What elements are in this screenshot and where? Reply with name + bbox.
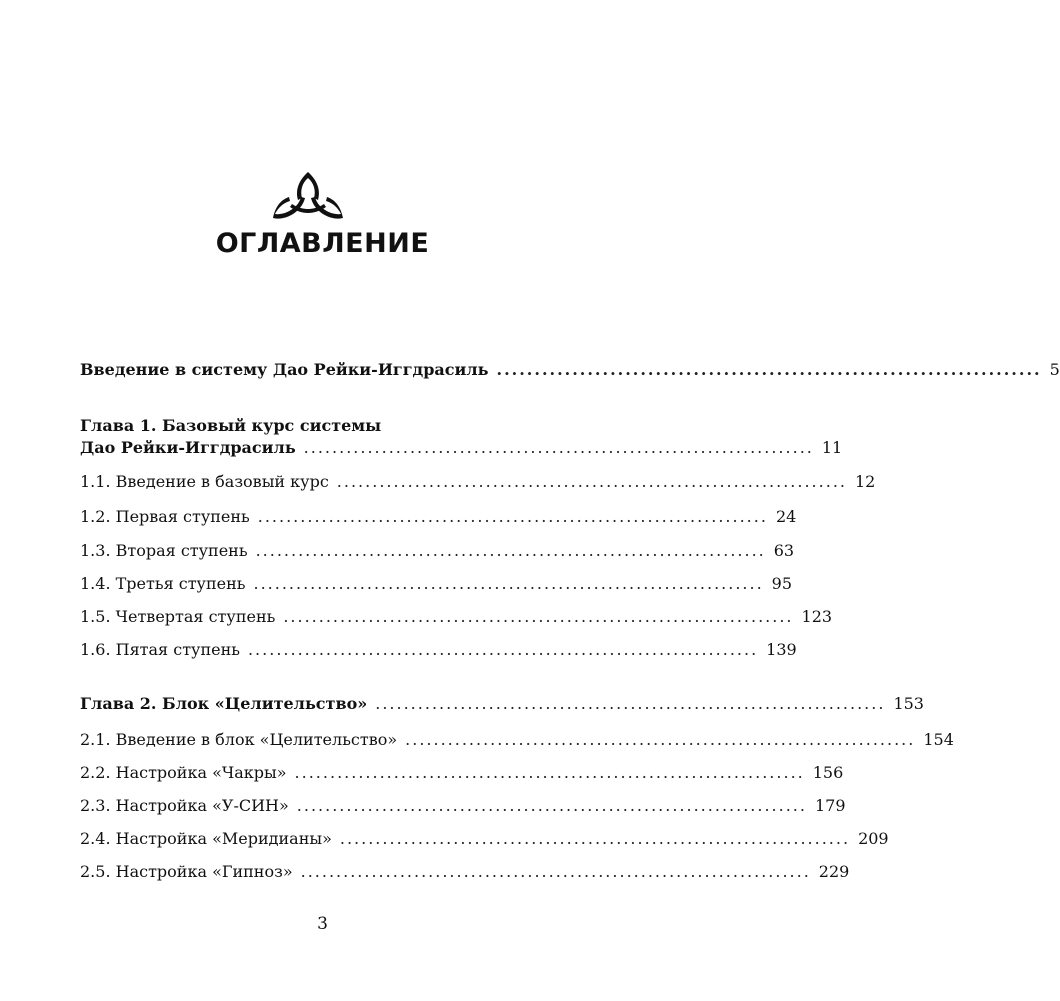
- toc-entry-page: 153: [893, 694, 924, 713]
- toc-entry-1-4[interactable]: [80, 574, 793, 594]
- toc-entry-label: 2.3. Настройка «У-СИН»: [80, 796, 289, 815]
- toc-entry-label: Введение в систему Дао Рейки-Иггдрасиль: [80, 360, 489, 379]
- toc-entry-page: 209: [858, 829, 889, 848]
- toc-entry-label: 1.4. Третья ступень: [80, 574, 246, 593]
- toc-entry-page: 24: [775, 507, 797, 526]
- toc-entry-label: 1.5. Четвертая ступень: [80, 607, 276, 626]
- leader-dots: ........................................................................: [303, 438, 814, 457]
- toc-entry-label: 2.5. Настройка «Гипноз»: [80, 862, 293, 881]
- page-number: 3: [317, 914, 328, 934]
- toc-entry-1-5[interactable]: [80, 607, 833, 627]
- leader-dots: ........................................................................: [247, 640, 759, 659]
- leader-dots: ........................................................................: [405, 730, 916, 749]
- leader-dots: ........................................................................: [375, 694, 886, 713]
- page-title: ОГЛАВЛЕНИЕ: [215, 228, 430, 259]
- toc-entry-chapter1[interactable]: [80, 438, 843, 458]
- leader-dots: ........................................................................: [296, 796, 807, 815]
- toc-entry-label: Глава 2. Блок «Целительство»: [80, 694, 368, 713]
- leader-dots: ........................................................................: [336, 472, 847, 491]
- toc-entry-2-1[interactable]: [80, 730, 954, 750]
- toc-entry-label: 1.6. Пятая ступень: [80, 640, 240, 659]
- toc-entry-2-4[interactable]: [80, 829, 889, 849]
- toc-entry-page: 154: [923, 730, 954, 749]
- leader-dots: ........................................................................: [339, 829, 851, 848]
- toc-entry-1-1[interactable]: [80, 472, 876, 492]
- toc-entry-2-5[interactable]: [80, 862, 850, 882]
- table-of-contents: [80, 0, 1060, 1001]
- leader-dots: ........................................................................: [283, 607, 794, 626]
- toc-entry-label: Дао Рейки-Иггдрасиль: [80, 438, 296, 457]
- toc-entry-label: 1.3. Вторая ступень: [80, 541, 248, 560]
- toc-entry-chapter2[interactable]: [80, 694, 924, 714]
- toc-entry-2-3[interactable]: [80, 796, 846, 816]
- leader-dots: ........................................................................: [255, 541, 766, 560]
- toc-entry-page: 12: [854, 472, 876, 491]
- toc-entry-label: 2.4. Настройка «Меридианы»: [80, 829, 332, 848]
- toc-entry-page: 123: [801, 607, 833, 626]
- toc-entry-page: 11: [821, 438, 843, 457]
- toc-entry-intro[interactable]: [80, 360, 1060, 380]
- toc-entry-page: 63: [773, 541, 795, 560]
- toc-entry-2-2[interactable]: [80, 763, 844, 783]
- toc-entry-page: 229: [818, 862, 850, 881]
- toc-entry-page: 156: [812, 763, 844, 782]
- toc-entry-1-2[interactable]: [80, 507, 797, 527]
- toc-entry-page: 179: [814, 796, 846, 815]
- leader-dots: ........................................................................: [300, 862, 811, 881]
- leader-dots: ........................................................................: [257, 507, 768, 526]
- toc-entry-page: 139: [766, 640, 797, 659]
- toc-chapter1-title[interactable]: Глава 1. Базовый курс системы: [80, 416, 382, 435]
- toc-entry-1-6[interactable]: [80, 640, 797, 660]
- toc-entry-label: 1.2. Первая ступень: [80, 507, 250, 526]
- toc-entry-page: 5: [1049, 360, 1060, 379]
- toc-entry-label: 2.2. Настройка «Чакры»: [80, 763, 287, 782]
- leader-dots: ........................................................................: [294, 763, 805, 782]
- toc-entry-page: 95: [771, 574, 793, 593]
- toc-entry-label: 2.1. Введение в блок «Целительство»: [80, 730, 398, 749]
- toc-entry-label: 1.1. Введение в базовый курс: [80, 472, 329, 491]
- leader-dots: ........................................................................: [496, 360, 1042, 379]
- toc-entry-1-3[interactable]: [80, 541, 795, 561]
- leader-dots: ........................................................................: [253, 574, 764, 593]
